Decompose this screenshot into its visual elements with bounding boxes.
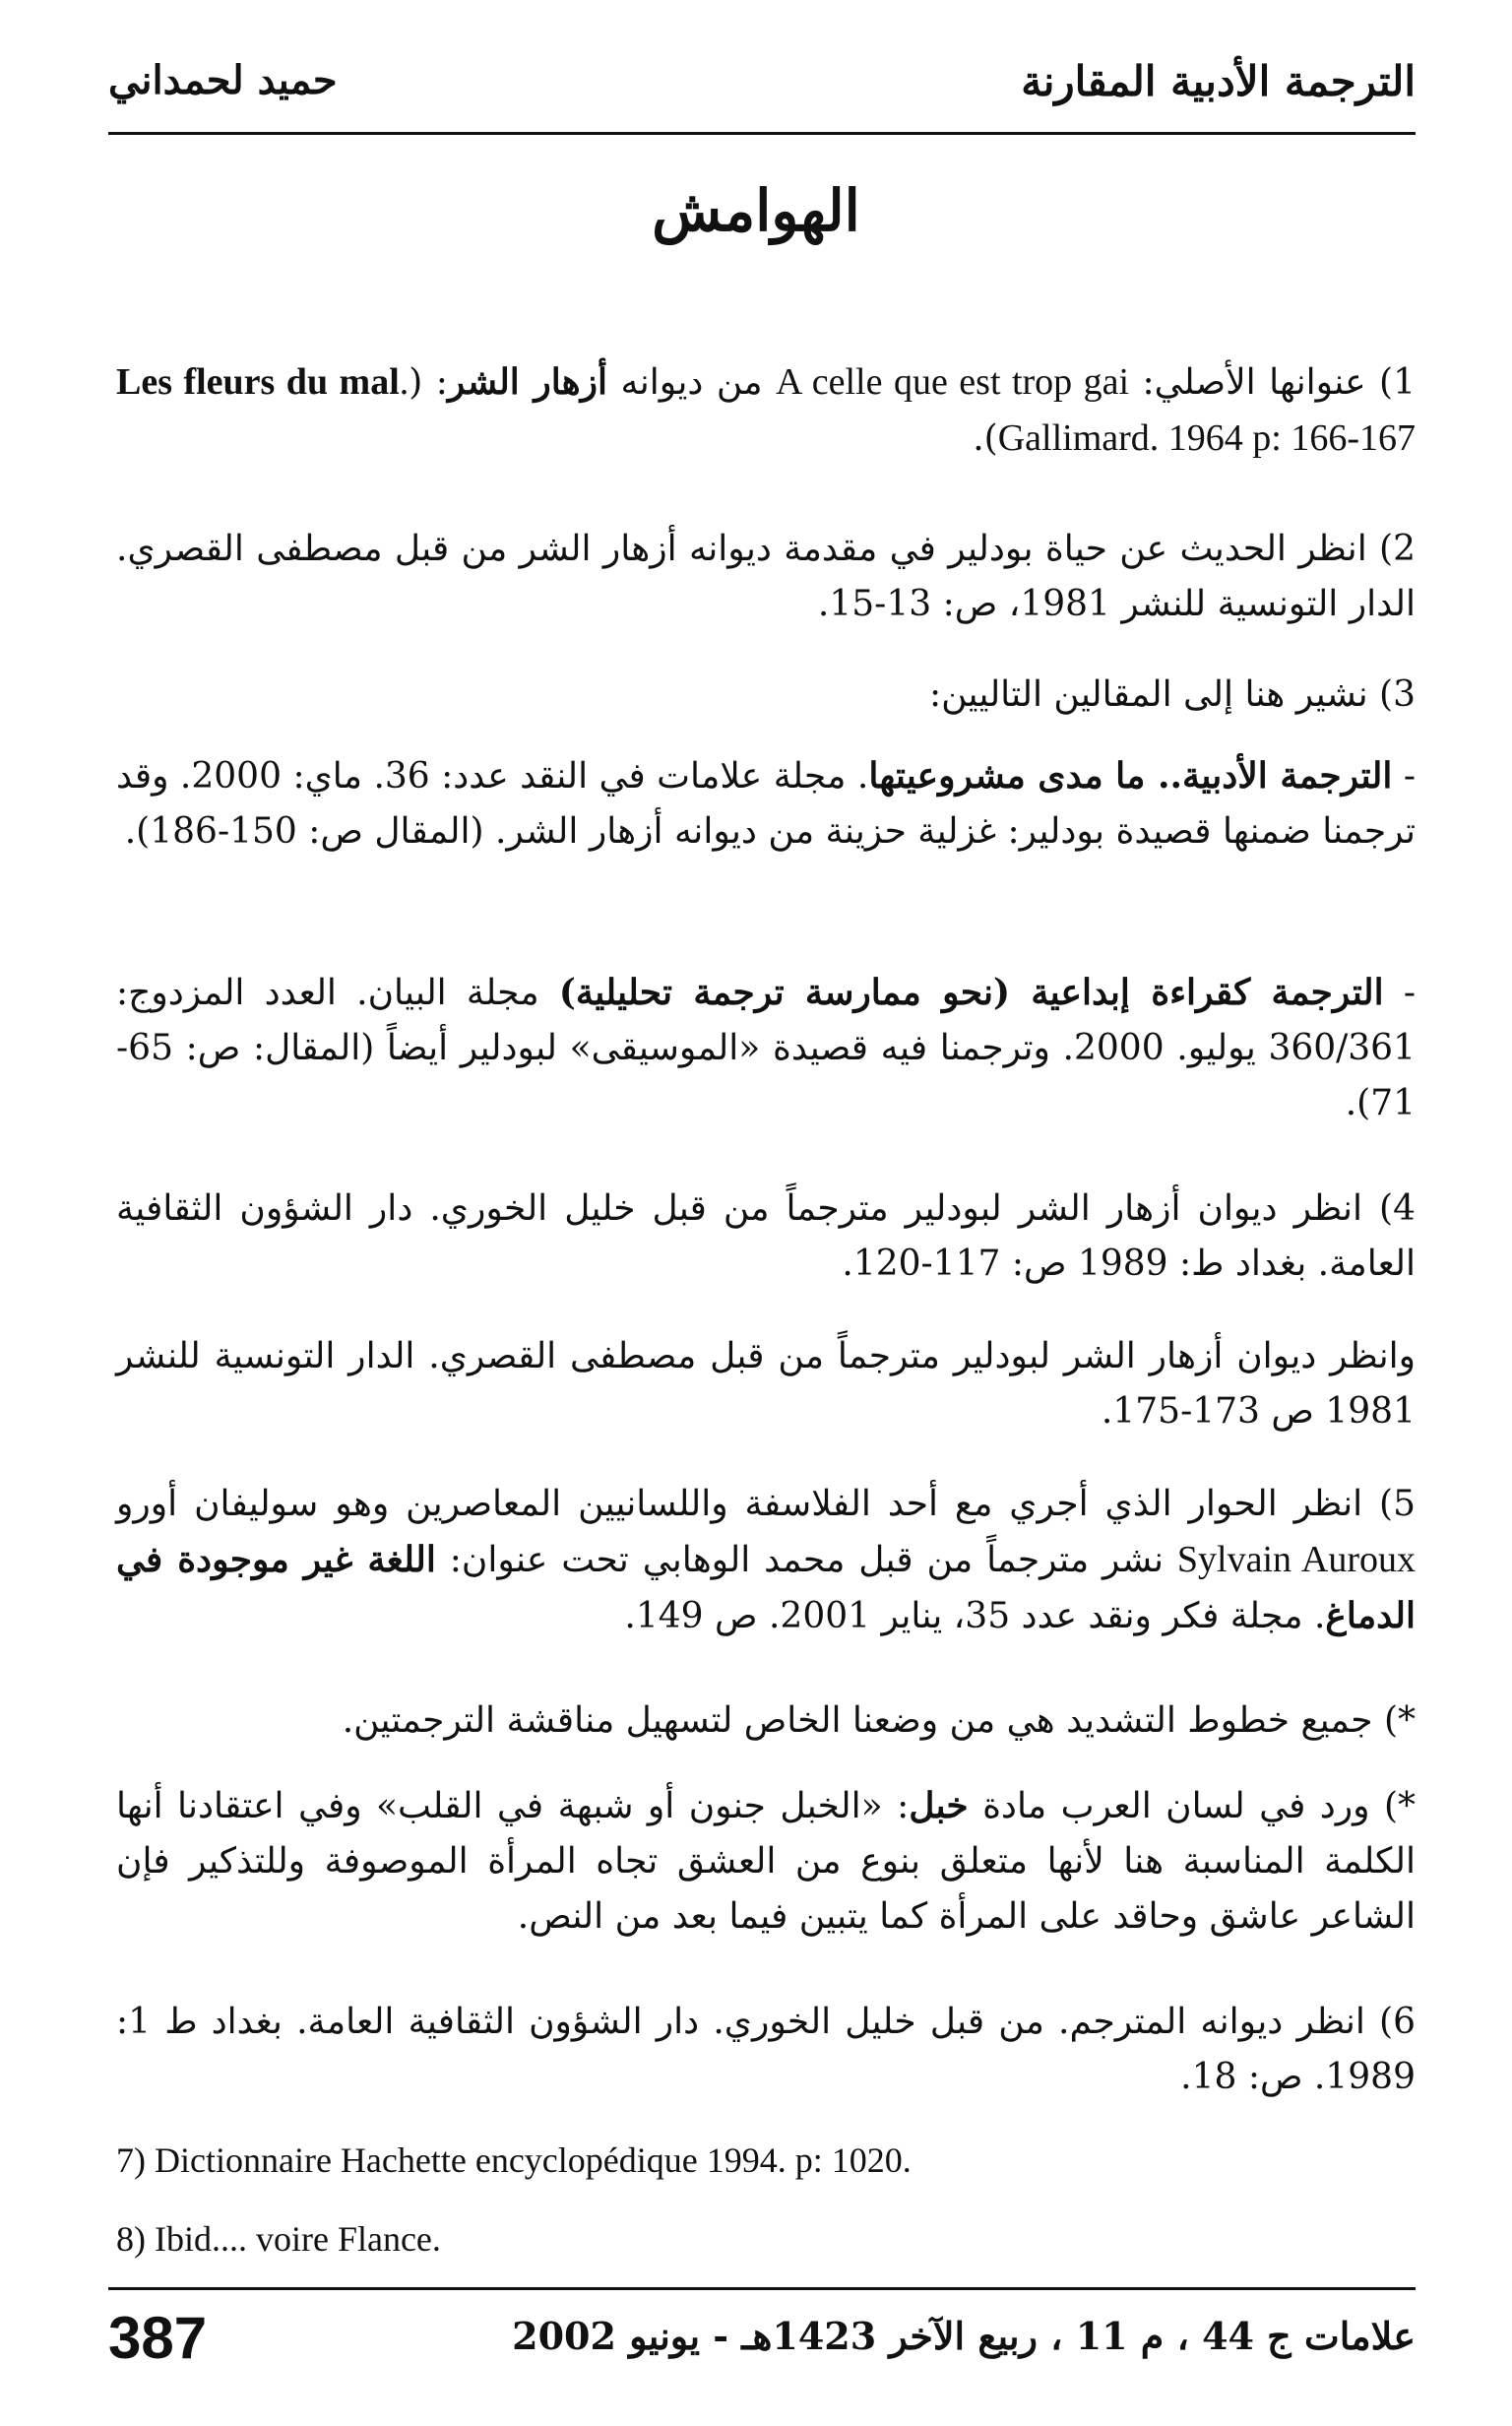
- footnote-text: من ديوانه: [607, 362, 776, 403]
- source-title: Les fleurs du mal: [116, 361, 400, 403]
- footnote-text: . مجلة فكر ونقد عدد 35، يناير 2001. ص 149.: [624, 1596, 1326, 1636]
- section-title: الهوامش: [652, 177, 860, 244]
- footnote-3: 3) نشير هنا إلى المقالين التاليين:: [928, 674, 1416, 715]
- footnote-3b: [116, 965, 1416, 1131]
- footnote-star-1: *) جميع خطوط التشديد هي من وضعنا الخاص لتسهيل مناقشة الترجمتين.: [342, 1700, 1416, 1741]
- footnote-1: [116, 354, 1416, 467]
- header-rule: [108, 132, 1416, 135]
- header-article-title: الترجمة الأدبية المقارنة: [1021, 57, 1416, 105]
- footnote-4-continued: وانظر ديوان أزهار الشر لبودلير مترجماً من قبل مصطفى القصري. الدار التونسية للنشر 1981 ص 173-175.: [116, 1336, 1416, 1432]
- footnote-text: ).: [973, 418, 998, 459]
- footnote-3a: [116, 748, 1416, 860]
- article-title: الترجمة الأدبية.. ما مدى مشروعيتها: [868, 755, 1393, 797]
- list-dash: -: [1392, 756, 1416, 797]
- footnote-number: 1): [1365, 362, 1416, 403]
- footnote-star-2: [116, 1778, 1416, 1945]
- list-dash: -: [1383, 973, 1416, 1013]
- footnote-text: : «الخبل جنون أو شبهة في القلب» وفي اعتقادنا أنها الكلمة المناسبة هنا لأنها متعلق بنوع من العشق تجاه المرأة الموصوفة وللتذكير فإن الشاعر عاشق وحاقد على المرأة كما يتبين فيما بعد من النص.: [116, 1786, 1416, 1937]
- footnote-text: : (: [409, 362, 448, 403]
- footnote-text: عنوانها الأصلي:: [1129, 362, 1366, 403]
- footnote-4: 4) انظر ديوان أزهار الشر لبودلير مترجماً من قبل خليل الخوري. دار الشؤون الثقافية العامة. بغداد ط: 1989 ص: 117-120.: [116, 1188, 1416, 1284]
- footnote-2: 2) انظر الحديث عن حياة بودلير في مقدمة ديوانه أزهار الشر من قبل مصطفى القصري. الدار التونسية للنشر 1981، ص: 13-15.: [116, 529, 1416, 624]
- dictionary-entry: خبل: [909, 1785, 969, 1826]
- footnote-7: 7) Dictionnaire Hachette encyclopédique 1994. p: 1020.: [116, 2140, 912, 2180]
- header-author: حميد لحمداني: [108, 57, 338, 103]
- person-name: Sylvain Auroux: [1176, 1539, 1416, 1580]
- journal-info: علامات ج 44 ، م 11 ، ربيع الآخر 1423هـ - يونيو 2002: [512, 2314, 1416, 2358]
- footnote-text: مجلة البيان. العدد المزدوج: 360/361 يوليو. 2000. وترجمنا فيه قصيدة «الموسيقى» لبودلير أيضاً (المقال: ص: 65-71).: [116, 973, 1416, 1123]
- footer-rule: [108, 2287, 1416, 2290]
- footnote-5: [116, 1477, 1416, 1644]
- running-header: [108, 51, 1416, 130]
- article-title: الترجمة كقراءة إبداعية (نحو ممارسة ترجمة تحليلية): [558, 972, 1384, 1013]
- footnote-8: 8) Ibid.... voire Flance.: [116, 2219, 441, 2259]
- footnote-text: *) ورد في لسان العرب مادة: [968, 1786, 1417, 1826]
- footnote-6: 6) انظر ديوانه المترجم. من قبل خليل الخوري. دار الشؤون الثقافية العامة. بغداد ط 1: 1989. ص: 18.: [116, 2002, 1416, 2097]
- original-title: A celle que est trop gai: [775, 361, 1130, 403]
- page-number: 387: [108, 2305, 208, 2371]
- footnote-text: 5) انظر الحوار الذي أجري مع أحد الفلاسفة واللسانيين المعاصرين وهو سوليفان أورو: [116, 1484, 1416, 1524]
- interview-title: اللغة غير موجودة في الدماغ: [116, 1539, 1416, 1636]
- collection-title: أزهار الشر: [447, 361, 608, 403]
- footnote-text: نشر مترجماً من قبل محمد الوهابي تحت عنوان:: [435, 1540, 1177, 1580]
- page-footer: [108, 2304, 1416, 2383]
- footnote-text: . مجلة علامات في النقد عدد: 36. ماي: 2000. وقد ترجمنا ضمنها قصيدة بودلير: غزلية حزينة من ديوانه أزهار الشر. (المقال ص: 150-186).: [115, 756, 1416, 852]
- source-details: . Gallimard. 1964 p: 166-167: [399, 361, 1416, 459]
